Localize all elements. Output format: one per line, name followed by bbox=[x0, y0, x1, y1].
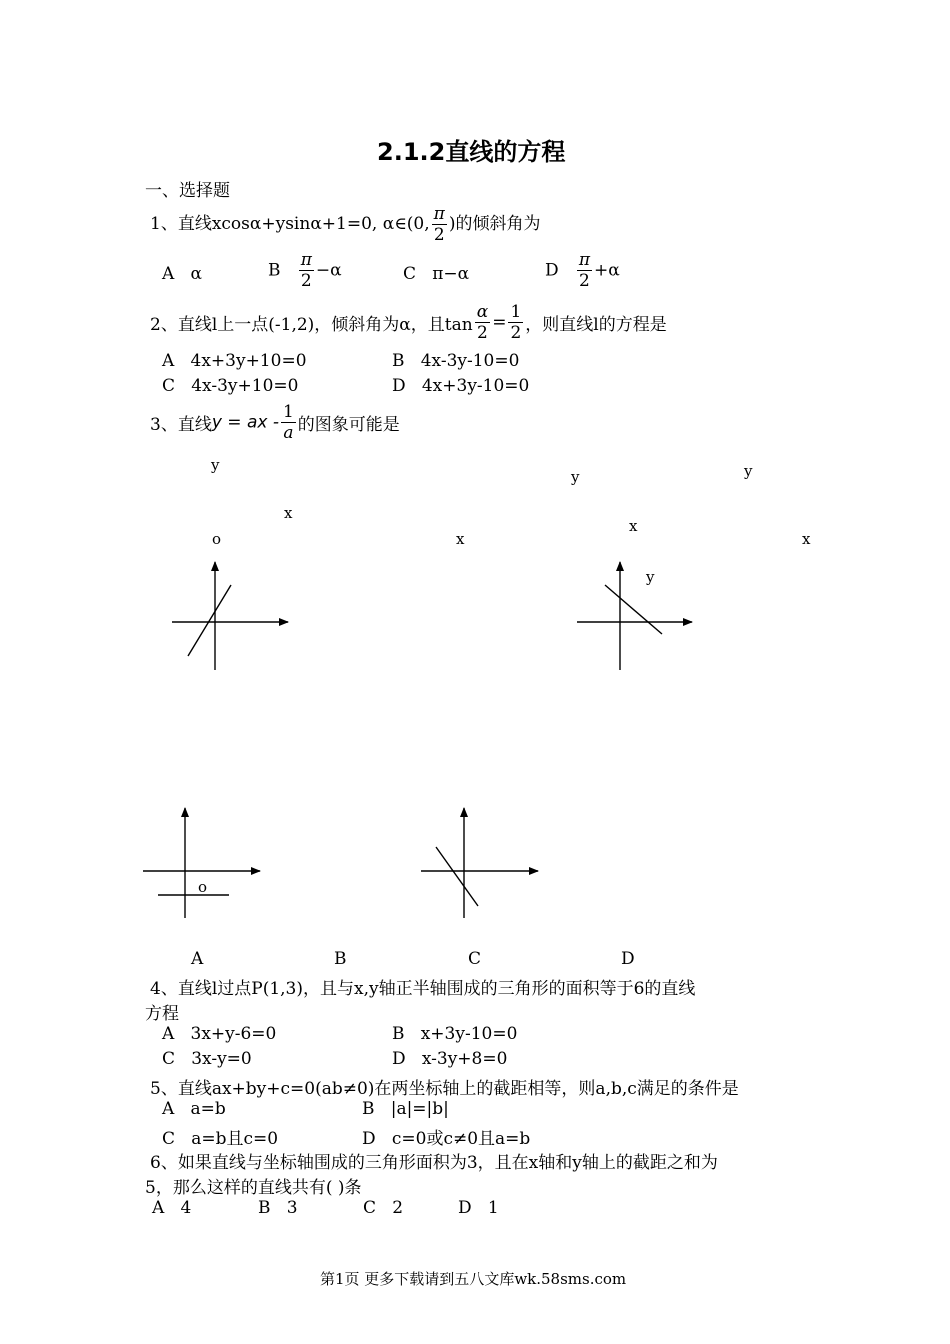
axis-label-x: x bbox=[802, 530, 811, 548]
graph-3 bbox=[143, 808, 260, 918]
page-title: 2.1.2直线的方程 bbox=[377, 138, 566, 166]
q6-option-a: A 4 bbox=[152, 1198, 192, 1218]
question-4-cont: 方程 bbox=[145, 1004, 179, 1024]
graph-1 bbox=[172, 562, 288, 670]
axis-label-x: x bbox=[629, 517, 638, 535]
q1-option-a: A α bbox=[162, 264, 202, 284]
q5-option-b: B |a|=|b| bbox=[362, 1099, 449, 1119]
question-5: 5、直线ax+by+c=0(ab≠0)在两坐标轴上的截距相等，则a,b,c满足的条件是 bbox=[150, 1079, 739, 1099]
q2-option-b: B 4x-3y-10=0 bbox=[392, 351, 520, 371]
q1-option-d: D $\frac{\pi}{2}$ +α bbox=[545, 250, 620, 291]
q2-option-d: D 4x+3y-10=0 bbox=[392, 376, 530, 396]
q6-option-c: C 2 bbox=[363, 1198, 404, 1218]
graph-line bbox=[436, 847, 478, 906]
q5-option-d: D c=0或c≠0且a=b bbox=[362, 1129, 531, 1149]
graph-letter-d: D bbox=[621, 949, 635, 969]
question-1-text: 1、直线xcosα+ysinα+1=0, α∈(0, bbox=[150, 214, 430, 234]
q6-option-b: B 3 bbox=[258, 1198, 298, 1218]
q4-option-d: D x-3y+8=0 bbox=[392, 1049, 508, 1069]
graph-2 bbox=[577, 562, 692, 670]
graph-4 bbox=[421, 808, 538, 918]
axis-label-x: x bbox=[284, 504, 293, 522]
question-4: 4、直线l过点P(1,3)，且与x,y轴正半轴围成的三角形的面积等于6的直线 bbox=[150, 979, 696, 999]
axis-label-y: y bbox=[744, 462, 753, 480]
axis-label-y: y bbox=[646, 568, 655, 586]
page-footer: 第1页 更多下载请到五八文库wk.58sms.com bbox=[320, 1270, 627, 1288]
q5-option-a: A a=b bbox=[162, 1099, 226, 1119]
question-6: 6、如果直线与坐标轴围成的三角形面积为3，且在x轴和y轴上的截距之和为 bbox=[150, 1153, 718, 1173]
question-1-text-end: )的倾斜角为 bbox=[448, 214, 541, 234]
graph-letter-a: A bbox=[191, 949, 204, 969]
q1-option-b: B $\frac{\pi}{2}$ −α bbox=[268, 250, 342, 291]
graph-line bbox=[605, 585, 662, 634]
half-fraction: $\frac{1}{2}$ bbox=[510, 302, 522, 343]
graph-letter-c: C bbox=[468, 949, 482, 969]
q4-option-c: C 3x-y=0 bbox=[162, 1049, 252, 1069]
q2-option-c: C 4x-3y+10=0 bbox=[162, 376, 299, 396]
origin-label: o bbox=[212, 530, 222, 548]
graph-line bbox=[188, 585, 231, 656]
q4-option-b: B x+3y-10=0 bbox=[392, 1024, 518, 1044]
q6-option-d: D 1 bbox=[458, 1198, 499, 1218]
question-1-fraction: $\frac{\pi}{2}$ bbox=[433, 204, 445, 245]
axis-label-y: y bbox=[211, 456, 220, 474]
q2-option-a: A 4x+3y+10=0 bbox=[162, 351, 307, 371]
graph-letter-b: B bbox=[334, 949, 347, 969]
one-over-a-fraction: $\frac{1}{a}$ bbox=[282, 402, 294, 443]
section-heading: 一、选择题 bbox=[145, 181, 230, 201]
axis-label-x: x bbox=[456, 530, 465, 548]
question-3: 3、直线y = ax - $\frac{1}{a}$ 的图象可能是 bbox=[150, 402, 400, 443]
q4-option-a: A 3x+y-6=0 bbox=[162, 1024, 277, 1044]
question-6-cont: 5，那么这样的直线共有( )条 bbox=[145, 1178, 362, 1198]
origin-label: o bbox=[198, 878, 208, 896]
question-2: 2、直线l上一点(-1,2)，倾斜角为α，且tan $\frac{\alpha}{2}$ = $\frac{1}{2}$ ，则直线l的方程是 bbox=[150, 302, 667, 343]
q5-option-c: C a=b且c=0 bbox=[162, 1129, 279, 1149]
tan-fraction: $\frac{\alpha}{2}$ bbox=[476, 302, 489, 343]
q1-option-c: C π−α bbox=[403, 264, 470, 284]
axis-label-y: y bbox=[571, 468, 580, 486]
